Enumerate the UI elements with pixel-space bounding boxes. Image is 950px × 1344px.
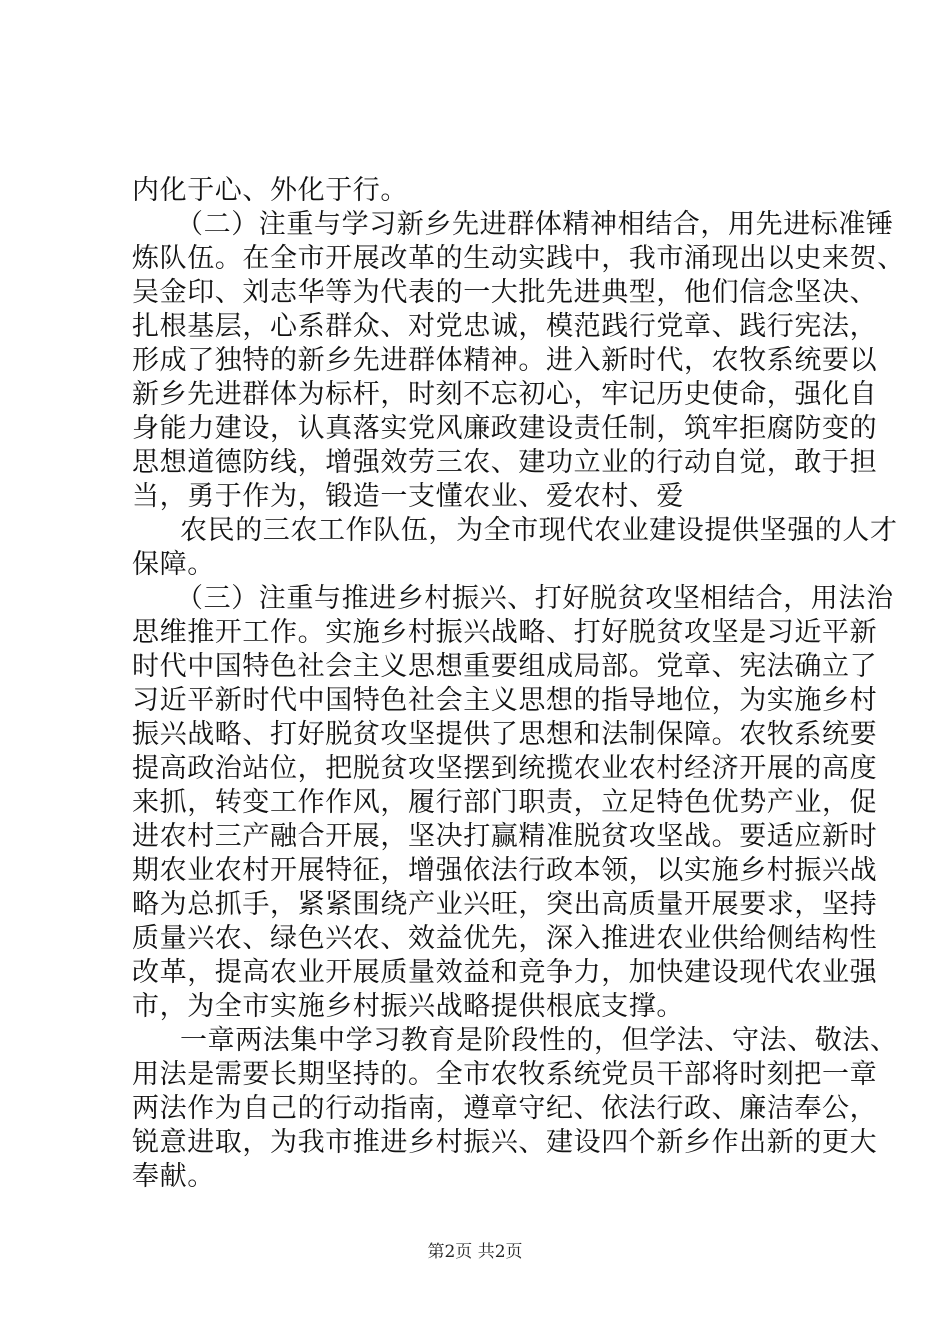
- text-line: 期农业农村开展特征，增强依法行政本领，以实施乡村振兴战: [132, 855, 878, 886]
- text-line: 提高政治站位，把脱贫攻坚摆到统揽农业农村经济开展的高度: [132, 753, 878, 784]
- text-line: 两法作为自己的行动指南，遵章守纪、依法行政、廉洁奉公，: [132, 1093, 878, 1124]
- text-line: 一章两法集中学习教育是阶段性的，但学法、守法、敬法、: [180, 1025, 898, 1056]
- text-line: 形成了独特的新乡先进群体精神。进入新时代，农牧系统要以: [132, 345, 878, 376]
- text-line: 市，为全市实施乡村振兴战略提供根底支撑。: [132, 991, 684, 1022]
- text-line: 质量兴农、绿色兴农、效益优先，深入推进农业供给侧结构性: [132, 923, 878, 954]
- text-line: 身能力建设，认真落实党风廉政建设责任制，筑牢拒腐防变的: [132, 413, 878, 444]
- text-line: 当，勇于作为，锻造一支懂农业、爱农村、爱: [132, 481, 684, 512]
- page-footer: 第2页 共2页: [427, 1242, 523, 1262]
- text-line: 锐意进取，为我市推进乡村振兴、建设四个新乡作出新的更大: [132, 1127, 878, 1158]
- text-line: （二）注重与学习新乡先进群体精神相结合，用先进标准锤: [176, 209, 894, 240]
- text-line: 习近平新时代中国特色社会主义思想的指导地位，为实施乡村: [132, 685, 878, 716]
- text-line: 新乡先进群体为标杆，时刻不忘初心，牢记历史使命，强化自: [132, 379, 878, 410]
- text-line: 进农村三产融合开展，坚决打赢精准脱贫攻坚战。要适应新时: [132, 821, 878, 852]
- text-line: 扎根基层，心系群众、对党忠诚，模范践行党章、践行宪法，: [132, 311, 878, 342]
- text-line: 改革，提高农业开展质量效益和竞争力，加快建设现代农业强: [132, 957, 878, 988]
- text-line: 炼队伍。在全市开展改革的生动实践中，我市涌现出以史来贺、: [132, 243, 905, 274]
- text-line: 思想道德防线，增强效劳三农、建功立业的行动自觉，敢于担: [132, 447, 878, 478]
- text-line: 振兴战略、打好脱贫攻坚提供了思想和法制保障。农牧系统要: [132, 719, 878, 750]
- text-line: 用法是需要长期坚持的。全市农牧系统党员干部将时刻把一章: [132, 1059, 878, 1090]
- text-line: 内化于心、外化于行。: [132, 175, 408, 206]
- text-line: 来抓，转变工作作风，履行部门职责，立足特色优势产业，促: [132, 787, 878, 818]
- text-line: 农民的三农工作队伍，为全市现代农业建设提供坚强的人才: [180, 515, 898, 546]
- text-line: 吴金印、刘志华等为代表的一大批先进典型，他们信念坚决、: [132, 277, 878, 308]
- text-line: 奉献。: [132, 1161, 215, 1192]
- text-line: 略为总抓手，紧紧围绕产业兴旺，突出高质量开展要求，坚持: [132, 889, 878, 920]
- text-line: （三）注重与推进乡村振兴、打好脱贫攻坚相结合，用法治: [176, 583, 894, 614]
- text-line: 思维推开工作。实施乡村振兴战略、打好脱贫攻坚是习近平新: [132, 617, 878, 648]
- text-line: 保障。: [132, 549, 215, 580]
- text-line: 时代中国特色社会主义思想重要组成局部。党章、宪法确立了: [132, 651, 878, 682]
